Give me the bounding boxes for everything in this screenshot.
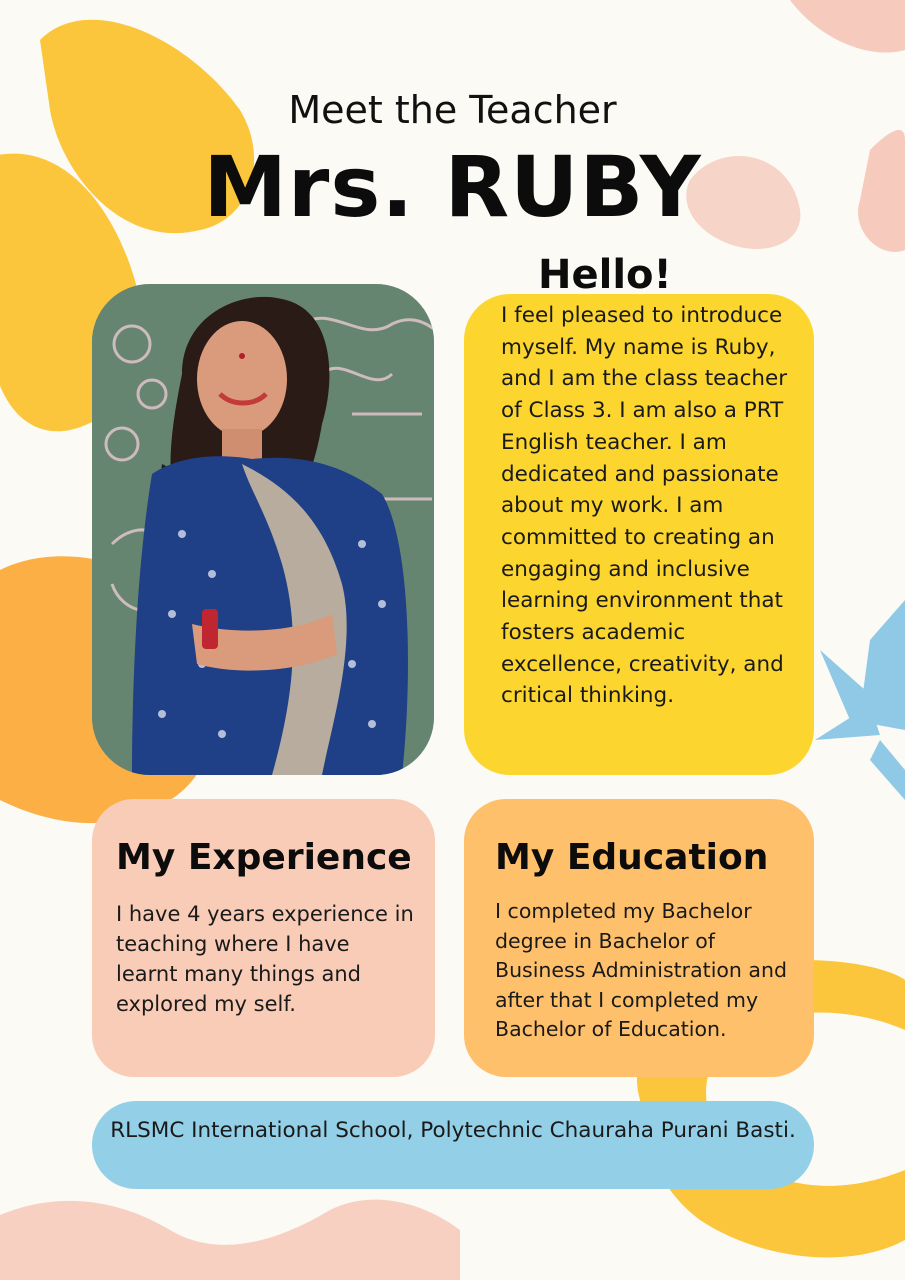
teacher-portrait-illustration	[92, 284, 434, 775]
school-address: RLSMC International School, Polytechnic Chauraha Purani Basti.	[110, 1118, 796, 1143]
page-subtitle: Meet the Teacher	[288, 88, 617, 132]
teacher-photo	[92, 284, 434, 775]
pink-wave-bottom-left	[0, 1200, 460, 1280]
blue-star-right	[815, 600, 905, 800]
teacher-name-title: Mrs. RUBY	[203, 138, 702, 236]
pink-blob-top-right	[790, 0, 905, 53]
experience-card	[92, 799, 435, 1077]
experience-heading: My Experience	[116, 837, 412, 878]
experience-text: I have 4 years experience in teaching where I have learnt many things and explored my self.	[116, 902, 414, 1016]
greeting-heading: Hello!	[538, 252, 672, 298]
education-card	[464, 799, 814, 1077]
intro-text: I feel pleased to introduce myself. My name is Ruby, and I am the class teacher of Class 3. I am also a PRT English teacher. I am dedicated and passionate about my work. I am committed to creating an engaging and inclusive learning environment that fosters academic excellence, creativity, and critical thinking.	[501, 303, 788, 709]
education-heading: My Education	[495, 837, 769, 878]
education-text: I completed my Bachelor degree in Bachelor of Business Administration and after that I completed my Bachelor of Education.	[495, 899, 788, 1041]
